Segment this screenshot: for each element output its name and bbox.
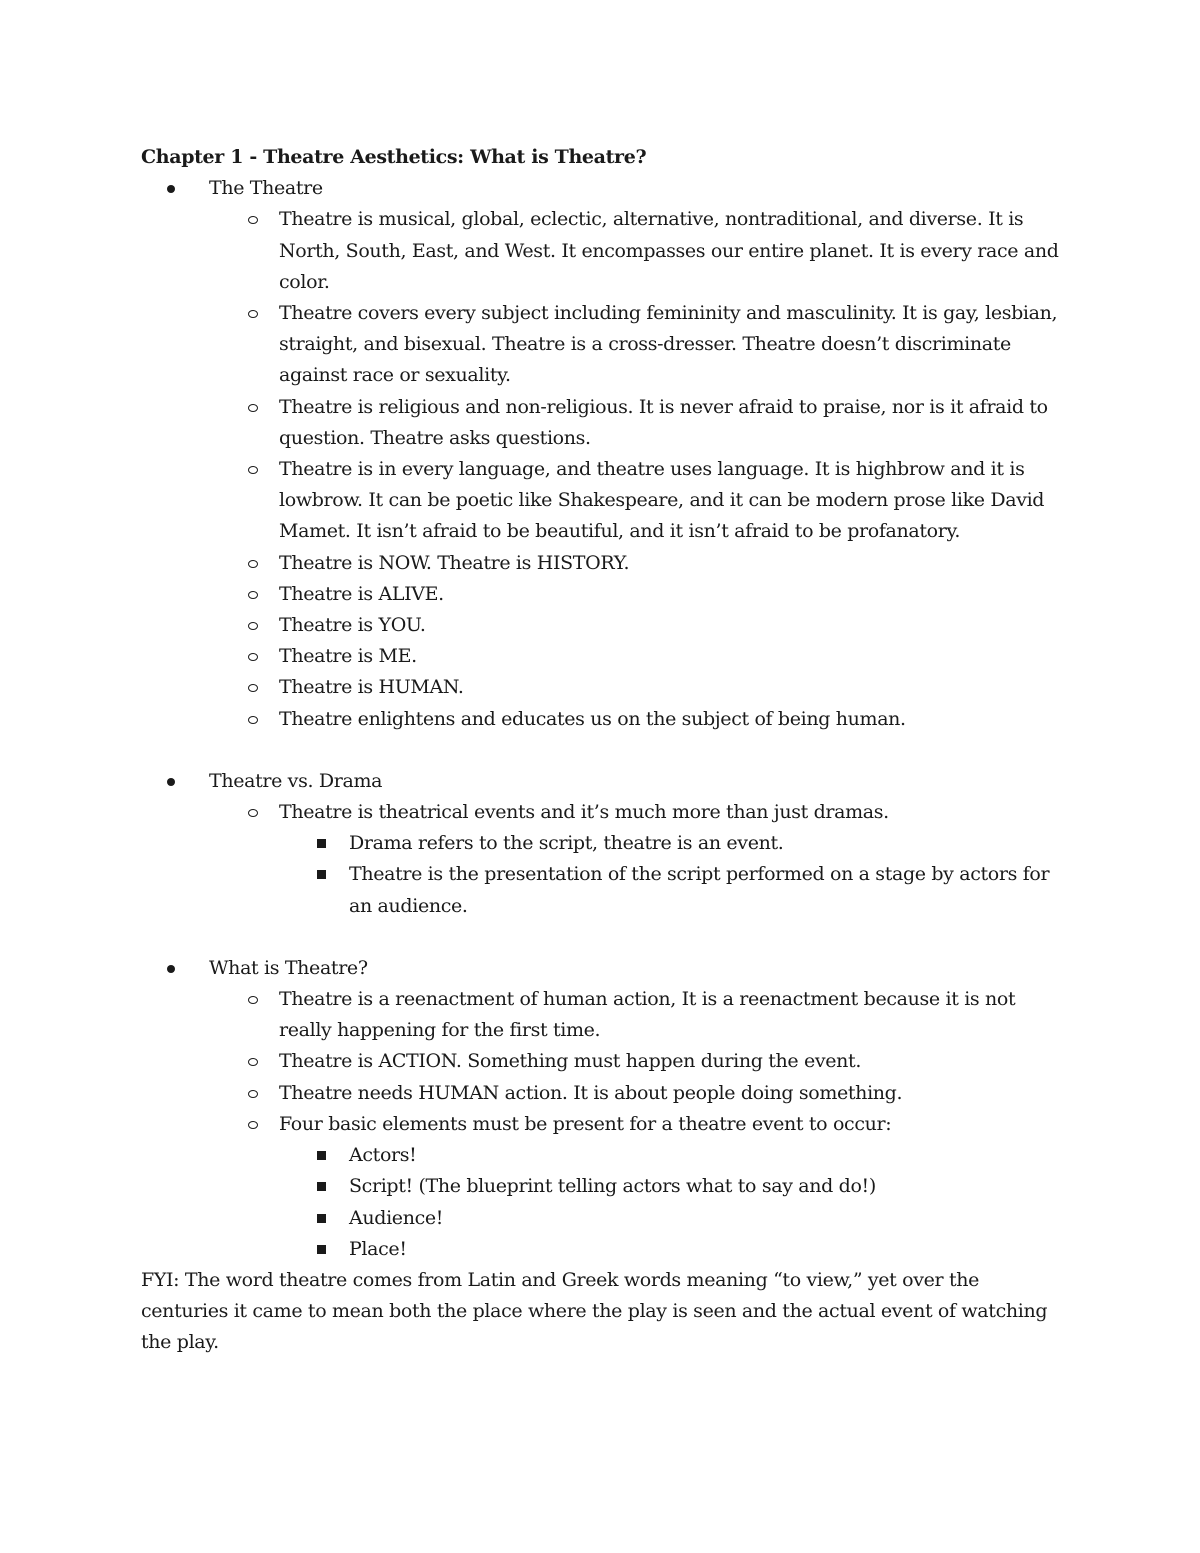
section-list: [139, 173, 1061, 1265]
sub-list-item: Place!: [279, 1234, 1061, 1265]
circle-bullet-icon: [248, 653, 258, 661]
circle-bullet-icon: [248, 591, 258, 599]
square-bullet-icon: [317, 1245, 326, 1254]
list-item: Theatre is ME.: [209, 641, 1061, 672]
list-item: Theatre is HUMAN.: [209, 672, 1061, 703]
fyi-note: FYI: The word theatre comes from Latin and Greek words meaning “to view,” yet over the centuries it came to mean both the place where the play is seen and the actual event of watching the play.: [141, 1268, 1048, 1354]
section-what-is-theatre: [139, 953, 1061, 1265]
section-label: The Theatre: [209, 177, 323, 200]
list-item: Theatre is religious and non-religious. It is never afraid to praise, nor is it afraid to question. Theatre asks questions.: [209, 392, 1061, 454]
section-theatre-vs-drama: [139, 766, 1061, 922]
list-item: Theatre is ACTION. Something must happen during the event.: [209, 1046, 1061, 1077]
list-item: Theatre is NOW. Theatre is HISTORY.: [209, 548, 1061, 579]
section-label: Theatre vs. Drama: [209, 769, 383, 792]
sub-list-item: Audience!: [279, 1203, 1061, 1234]
list-item: Theatre enlightens and educates us on the subject of being human.: [209, 704, 1061, 735]
square-bullet-icon: [317, 839, 326, 848]
circle-bullet-icon: [248, 684, 258, 692]
circle-bullet-icon: [248, 622, 258, 630]
bullet-icon: [167, 778, 175, 786]
circle-bullet-icon: [248, 466, 258, 474]
section-the-theatre: [139, 173, 1061, 735]
point-list: [209, 984, 1061, 1265]
square-bullet-icon: [317, 1182, 326, 1191]
circle-bullet-icon: [248, 216, 258, 224]
circle-bullet-icon: [248, 1090, 258, 1098]
circle-bullet-icon: [248, 1121, 258, 1129]
list-item: Theatre is theatrical events and it’s much more than just dramas. Drama refers to the script, theatre is an event. Theatre is the presentation of the script performed on a stage by actors for an audience.: [209, 797, 1061, 922]
list-item: Four basic elements must be present for a theatre event to occur: Actors! Script! (The blueprint telling actors what to say and do!) Audience! Place!: [209, 1109, 1061, 1265]
square-bullet-icon: [317, 1214, 326, 1223]
point-list: [209, 797, 1061, 922]
point-list: [209, 204, 1061, 734]
sub-list-item: Script! (The blueprint telling actors what to say and do!): [279, 1171, 1061, 1202]
sub-list-item: Theatre is the presentation of the script performed on a stage by actors for an audience.: [279, 859, 1061, 921]
document-body: [141, 142, 1061, 1359]
list-item: Theatre needs HUMAN action. It is about people doing something.: [209, 1078, 1061, 1109]
chapter-title: Chapter 1 - Theatre Aesthetics: What is Theatre?: [141, 146, 647, 168]
bullet-icon: [167, 185, 175, 193]
list-item: Theatre is ALIVE.: [209, 579, 1061, 610]
circle-bullet-icon: [248, 716, 258, 724]
circle-bullet-icon: [248, 560, 258, 568]
bullet-icon: [167, 965, 175, 973]
list-item: Theatre is musical, global, eclectic, alternative, nontraditional, and diverse. It is North, South, East, and West. It encompasses our entire planet. It is every race and color.: [209, 204, 1061, 298]
sub-point-list: [279, 828, 1061, 922]
circle-bullet-icon: [248, 404, 258, 412]
list-item: Theatre is a reenactment of human action, It is a reenactment because it is not really happening for the first time.: [209, 984, 1061, 1046]
list-item: Theatre covers every subject including femininity and masculinity. It is gay, lesbian, straight, and bisexual. Theatre is a cross-dresser. Theatre doesn’t discriminate against race or sexuality.: [209, 298, 1061, 392]
circle-bullet-icon: [248, 996, 258, 1004]
sub-list-item: Actors!: [279, 1140, 1061, 1171]
square-bullet-icon: [317, 870, 326, 879]
section-label: What is Theatre?: [209, 956, 368, 979]
circle-bullet-icon: [248, 809, 258, 817]
square-bullet-icon: [317, 1151, 326, 1160]
circle-bullet-icon: [248, 310, 258, 318]
sub-point-list: [279, 1140, 1061, 1265]
list-item: Theatre is in every language, and theatre uses language. It is highbrow and it is lowbrow. It can be poetic like Shakespeare, and it can be modern prose like David Mamet. It isn’t afraid to be beautiful, and it isn’t afraid to be profanatory.: [209, 454, 1061, 548]
circle-bullet-icon: [248, 1058, 258, 1066]
sub-list-item: Drama refers to the script, theatre is an event.: [279, 828, 1061, 859]
list-item: Theatre is YOU.: [209, 610, 1061, 641]
